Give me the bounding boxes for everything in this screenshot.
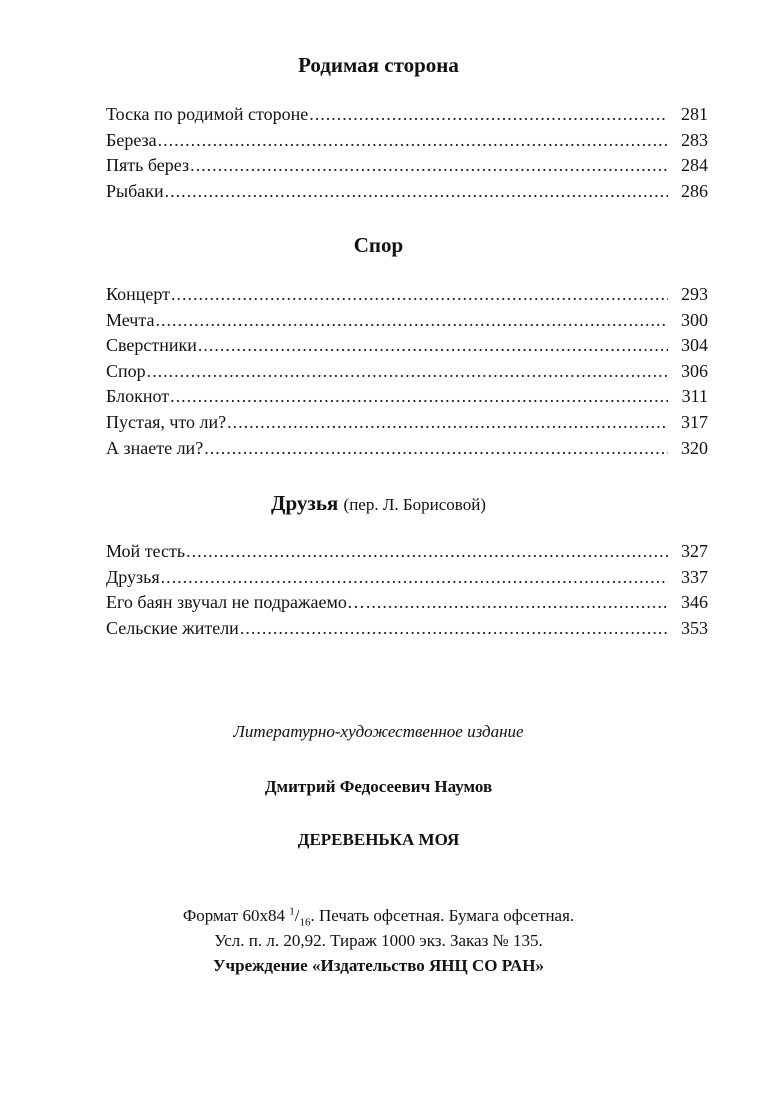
- toc-entry-page: 284: [681, 155, 708, 176]
- format-line: Формат 60x84 $^1/_{16}$. Печать офсетная. Бумага офсетная.: [182, 905, 575, 929]
- toc-entry[interactable]: [106, 384, 708, 410]
- section-title-rodimaya-storona: Родимая сторона: [298, 53, 459, 77]
- toc-entry-page: 300: [681, 309, 708, 330]
- toc-entry-title: Сельские жители: [106, 617, 239, 638]
- toc-entry-page: 306: [681, 360, 708, 381]
- toc-entry[interactable]: [106, 153, 708, 179]
- leader-dots: [204, 436, 668, 462]
- toc-entry-page: 286: [681, 180, 708, 201]
- leader-dots: [309, 102, 668, 128]
- toc-entry-title: Тоска по родимой стороне: [106, 104, 309, 124]
- toc-list-spor: [106, 282, 708, 461]
- toc-entry-title: Пять берез: [106, 155, 190, 176]
- leader-dots: [158, 128, 668, 154]
- section-subtitle: (пер. Л. Борисовой): [343, 495, 486, 514]
- section-title-druzya: Друзья (пер. Л. Борисовой): [271, 491, 486, 515]
- section-title-spor: Спор: [353, 233, 404, 257]
- leader-dots: [171, 282, 668, 308]
- leader-dots: [366, 590, 668, 616]
- toc-entry[interactable]: [106, 616, 708, 642]
- print-run-line: Усл. п. л. 20,92. Тираж 1000 экз. Заказ № 135.: [214, 931, 543, 950]
- toc-entry[interactable]: [106, 179, 708, 205]
- toc-entry-title: Пустая, что ли?: [106, 411, 227, 432]
- toc-entry-page: 293: [681, 284, 708, 304]
- leader-dots: [240, 616, 668, 642]
- toc-entry[interactable]: [106, 590, 708, 616]
- toc-entry[interactable]: [106, 359, 708, 385]
- leader-dots: [147, 359, 668, 385]
- leader-dots: [155, 308, 668, 334]
- leader-dots: [170, 384, 668, 410]
- toc-entry-title: А знаете ли?: [106, 437, 204, 458]
- toc-entry-title: Концерт: [106, 284, 170, 304]
- toc-entry-title: Мой тесть: [106, 541, 186, 561]
- leader-dots: [165, 179, 668, 205]
- publisher-line: Учреждение «Издательство ЯНЦ СО РАН»: [213, 956, 544, 975]
- toc-entry[interactable]: [106, 539, 708, 565]
- toc-entry-page: 311: [681, 386, 708, 407]
- toc-entry-title: Мечта: [106, 309, 155, 330]
- toc-entry[interactable]: [106, 282, 708, 308]
- toc-entry-page: 281: [681, 104, 708, 124]
- toc-entry-page: 304: [681, 335, 708, 356]
- toc-entry-title: Спор: [106, 360, 146, 381]
- toc-entry-page: 353: [681, 617, 708, 638]
- toc-entry-page: 327: [681, 541, 708, 561]
- toc-entry-title: Береза: [106, 129, 157, 150]
- leader-dots: [186, 539, 668, 565]
- edition-type: Литературно-художественное издание: [233, 722, 524, 741]
- toc-entry-title: Его баян звучал не подражаемо…: [106, 592, 365, 613]
- toc-entry-title: Сверстники: [106, 335, 197, 356]
- toc-entry[interactable]: [106, 565, 708, 591]
- toc-entry-page: 337: [681, 566, 708, 587]
- toc-entry[interactable]: [106, 128, 708, 154]
- toc-entry-title: Блокнот: [106, 386, 170, 407]
- toc-entry-page: 283: [681, 129, 708, 150]
- author-name: Дмитрий Федосеевич Наумов: [264, 777, 493, 796]
- toc-entry[interactable]: [106, 102, 708, 128]
- toc-entry[interactable]: [106, 308, 708, 334]
- toc-entry-page: 320: [681, 437, 708, 458]
- toc-entry-title: Рыбаки: [106, 180, 164, 201]
- leader-dots: [227, 410, 668, 436]
- leader-dots: [161, 565, 668, 591]
- leader-dots: [198, 333, 668, 359]
- toc-entry-title: Друзья: [106, 566, 160, 587]
- toc-entry-page: 317: [681, 411, 708, 432]
- toc-list-druzya: [106, 539, 708, 641]
- toc-entry-page: 346: [681, 592, 708, 613]
- toc-entry[interactable]: [106, 410, 708, 436]
- leader-dots: [190, 153, 668, 179]
- toc-entry[interactable]: [106, 333, 708, 359]
- toc-entry[interactable]: [106, 436, 708, 462]
- book-title: ДЕРЕВЕНЬКА МОЯ: [297, 830, 460, 849]
- toc-list-rodimaya-storona: [106, 102, 708, 204]
